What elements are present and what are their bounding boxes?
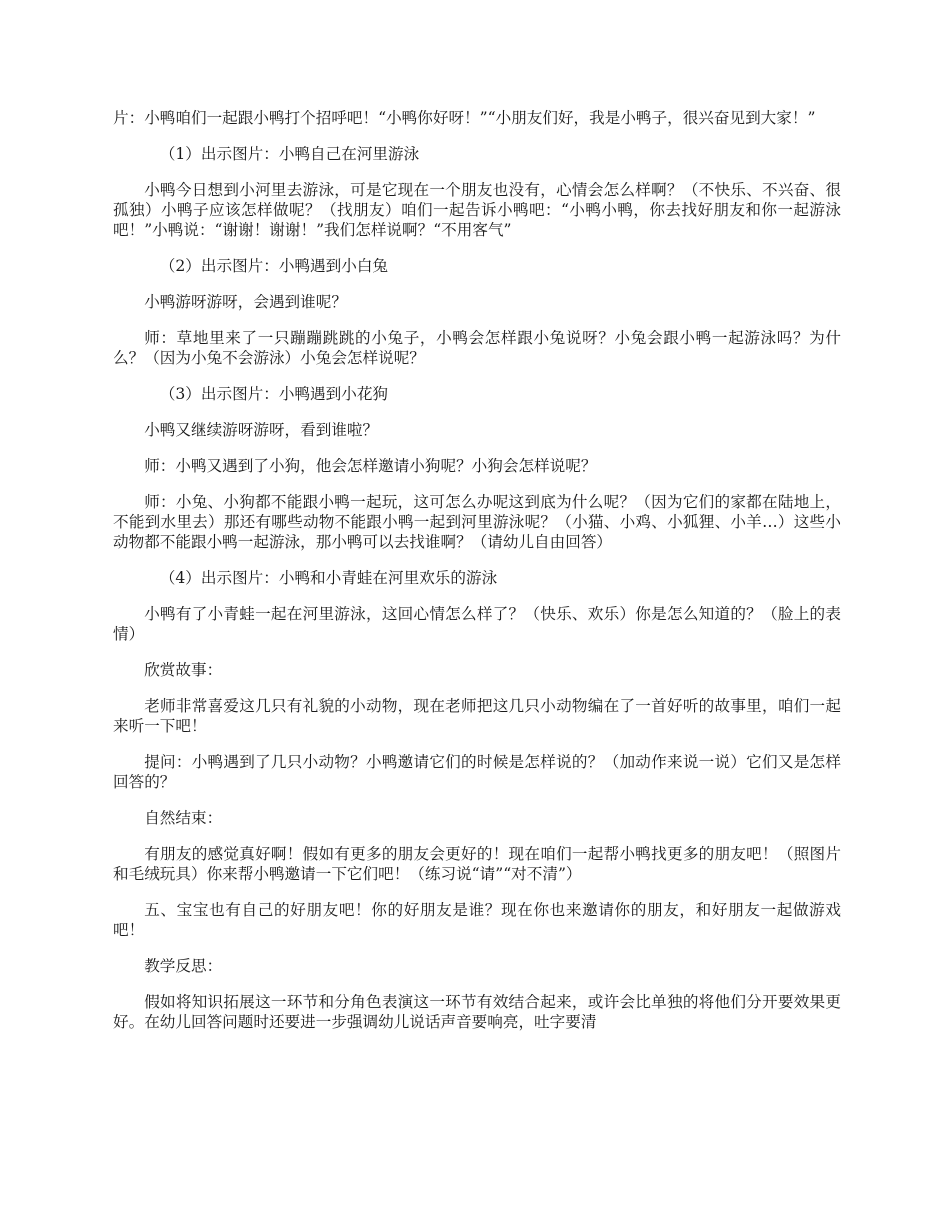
section-heading-ending: 自然结束： xyxy=(144,809,223,827)
paragraph-land-animals: 师：小兔、小狗都不能跟小鸭一起玩，这可怎么办呢这到底为什么呢？（因为它们的家都在陆地上，不能到水里去）那还有哪些动物不能跟小鸭一起到河里游泳呢？（小猫、小鸡、小狐狸、小羊…）这些小动物都不能跟小鸭一起游泳，那小鸭可以去找谁啊？（请幼儿自由回答） xyxy=(113,493,841,551)
paragraph-story-intro: 老师非常喜爱这几只有礼貌的小动物，现在老师把这几只小动物编在了一首好听的故事里，咱们一起来听一下吧！ xyxy=(113,697,841,735)
paragraph-continue-swimming: 小鸭又继续游呀游呀，看到谁啦？ xyxy=(144,421,379,439)
section-heading-reflection: 教学反思： xyxy=(144,957,223,975)
document-page xyxy=(113,108,841,1048)
paragraph-frog: 小鸭有了小青蛙一起在河里游泳，这回心情怎么样了？（快乐、欢乐）你是怎么知道的？（脸上的表情） xyxy=(113,605,841,643)
paragraph-section-five: 五、宝宝也有自己的好朋友吧！你的好朋友是谁？现在你也来邀请你的朋友，和好朋友一起做游戏吧！ xyxy=(113,901,841,939)
paragraph-dog: 师：小鸭又遇到了小狗，他会怎样邀请小狗呢？小狗会怎样说呢？ xyxy=(144,457,597,475)
paragraph-reflection: 假如将知识拓展这一环节和分角色表演这一环节有效结合起来，或许会比单独的将他们分开要效果更好。在幼儿回答问题时还要进一步强调幼儿说话声音要响亮，吐字要清 xyxy=(113,993,841,1031)
paragraph-questions: 提问：小鸭遇到了几只小动物？小鸭邀请它们的时候是怎样说的？（加动作来说一说）它们又是怎样回答的？ xyxy=(113,753,841,791)
step-2-heading: （2）出示图片：小鸭遇到小白兔 xyxy=(159,257,389,275)
step-4-heading: （4）出示图片：小鸭和小青蛙在河里欢乐的游泳 xyxy=(159,569,498,587)
step-3-heading: （3）出示图片：小鸭遇到小花狗 xyxy=(159,385,389,403)
paragraph-greeting-continued: 片：小鸭咱们一起跟小鸭打个招呼吧！“小鸭你好呀！”“小朋友们好，我是小鸭子，很兴奋见到大家！” xyxy=(113,109,816,127)
paragraph-ending: 有朋友的感觉真好啊！假如有更多的朋友会更好的！现在咱们一起帮小鸭找更多的朋友吧！（照图片和毛绒玩具）你来帮小鸭邀请一下它们吧！（练习说“请”“对不清”） xyxy=(113,845,841,883)
paragraph-rabbit: 师：草地里来了一只蹦蹦跳跳的小兔子，小鸭会怎样跟小兔说呀？小兔会跟小鸭一起游泳吗？为什么？（因为小兔不会游泳）小兔会怎样说呢？ xyxy=(113,329,841,367)
section-heading-story: 欣赏故事： xyxy=(144,661,223,679)
paragraph-who-meets: 小鸭游呀游呀，会遇到谁呢？ xyxy=(144,293,347,311)
paragraph-duck-alone: 小鸭今日想到小河里去游泳，可是它现在一个朋友也没有，心情会怎么样啊？（不快乐、不兴奋、很孤独）小鸭子应该怎样做呢？（找朋友）咱们一起告诉小鸭吧：“小鸭小鸭，你去找好朋友和你一起游泳吧！”小鸭说：“谢谢！谢谢！”我们怎样说啊？“不用客气” xyxy=(113,181,841,239)
step-1-heading: （1）出示图片：小鸭自己在河里游泳 xyxy=(159,145,420,163)
